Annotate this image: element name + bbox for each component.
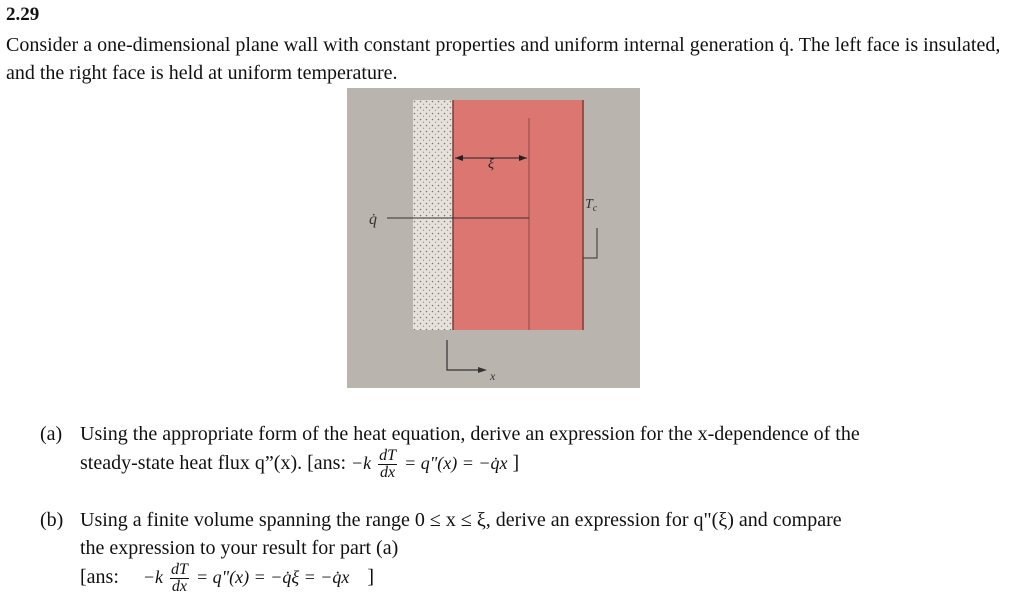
part-a-text: Using the appropriate form of the heat equation, derive an expression for the x-dependence of the [80, 423, 860, 445]
part-b-frac-num: dT [171, 561, 188, 578]
part-a-text2: steady-state heat flux q”(x). [ans: [80, 452, 352, 475]
part-a-fraction [378, 448, 397, 481]
part-a-text-line2 [80, 448, 1020, 481]
problem-number: 2.29 [6, 4, 40, 25]
part-b-text2: the expression to your result for part (a) [80, 537, 399, 559]
part-b-frac-den: dx [171, 578, 188, 595]
plane-wall-figure [347, 88, 640, 388]
part-a [40, 420, 1000, 481]
part-b-answer-rhs: = q"(x) = −q̇ξ = −q̇x [195, 567, 350, 588]
part-a-frac-den: dx [380, 464, 396, 481]
xi-label: ξ [488, 157, 494, 172]
part-b-ans-open: [ans: [80, 566, 119, 589]
tc-label: $T_c$ [585, 197, 598, 214]
q-dot-label: q̇ [369, 211, 377, 228]
insulation-dots [413, 100, 453, 330]
part-b-answer-line [80, 562, 1020, 595]
problem-statement: Consider a one-dimensional plane wall with constant properties and uniform internal generation q̇. The left face is insulated, and the right face is held at uniform temperature. [6, 34, 1001, 84]
part-a-frac-num: dT [379, 447, 397, 464]
part-a-label: (a) [40, 423, 63, 445]
part-b-label: (b) [40, 509, 64, 531]
part-b-text: Using a finite volume spanning the range 0 ≤ x ≤ ξ, derive an expression for q"(ξ) and compare [80, 509, 842, 531]
part-a-neg-k: −k [351, 453, 372, 474]
part-b-neg-k: −k [142, 567, 164, 588]
part-b-fraction [170, 562, 189, 595]
part-b [40, 506, 1000, 595]
wall-shade [453, 100, 583, 330]
x-axis-label: x [490, 369, 496, 383]
part-a-close-bracket: ] [512, 452, 520, 475]
part-a-answer-rhs: = q"(x) = −q̇x [404, 453, 508, 474]
part-b-close-bracket: ] [367, 566, 375, 589]
